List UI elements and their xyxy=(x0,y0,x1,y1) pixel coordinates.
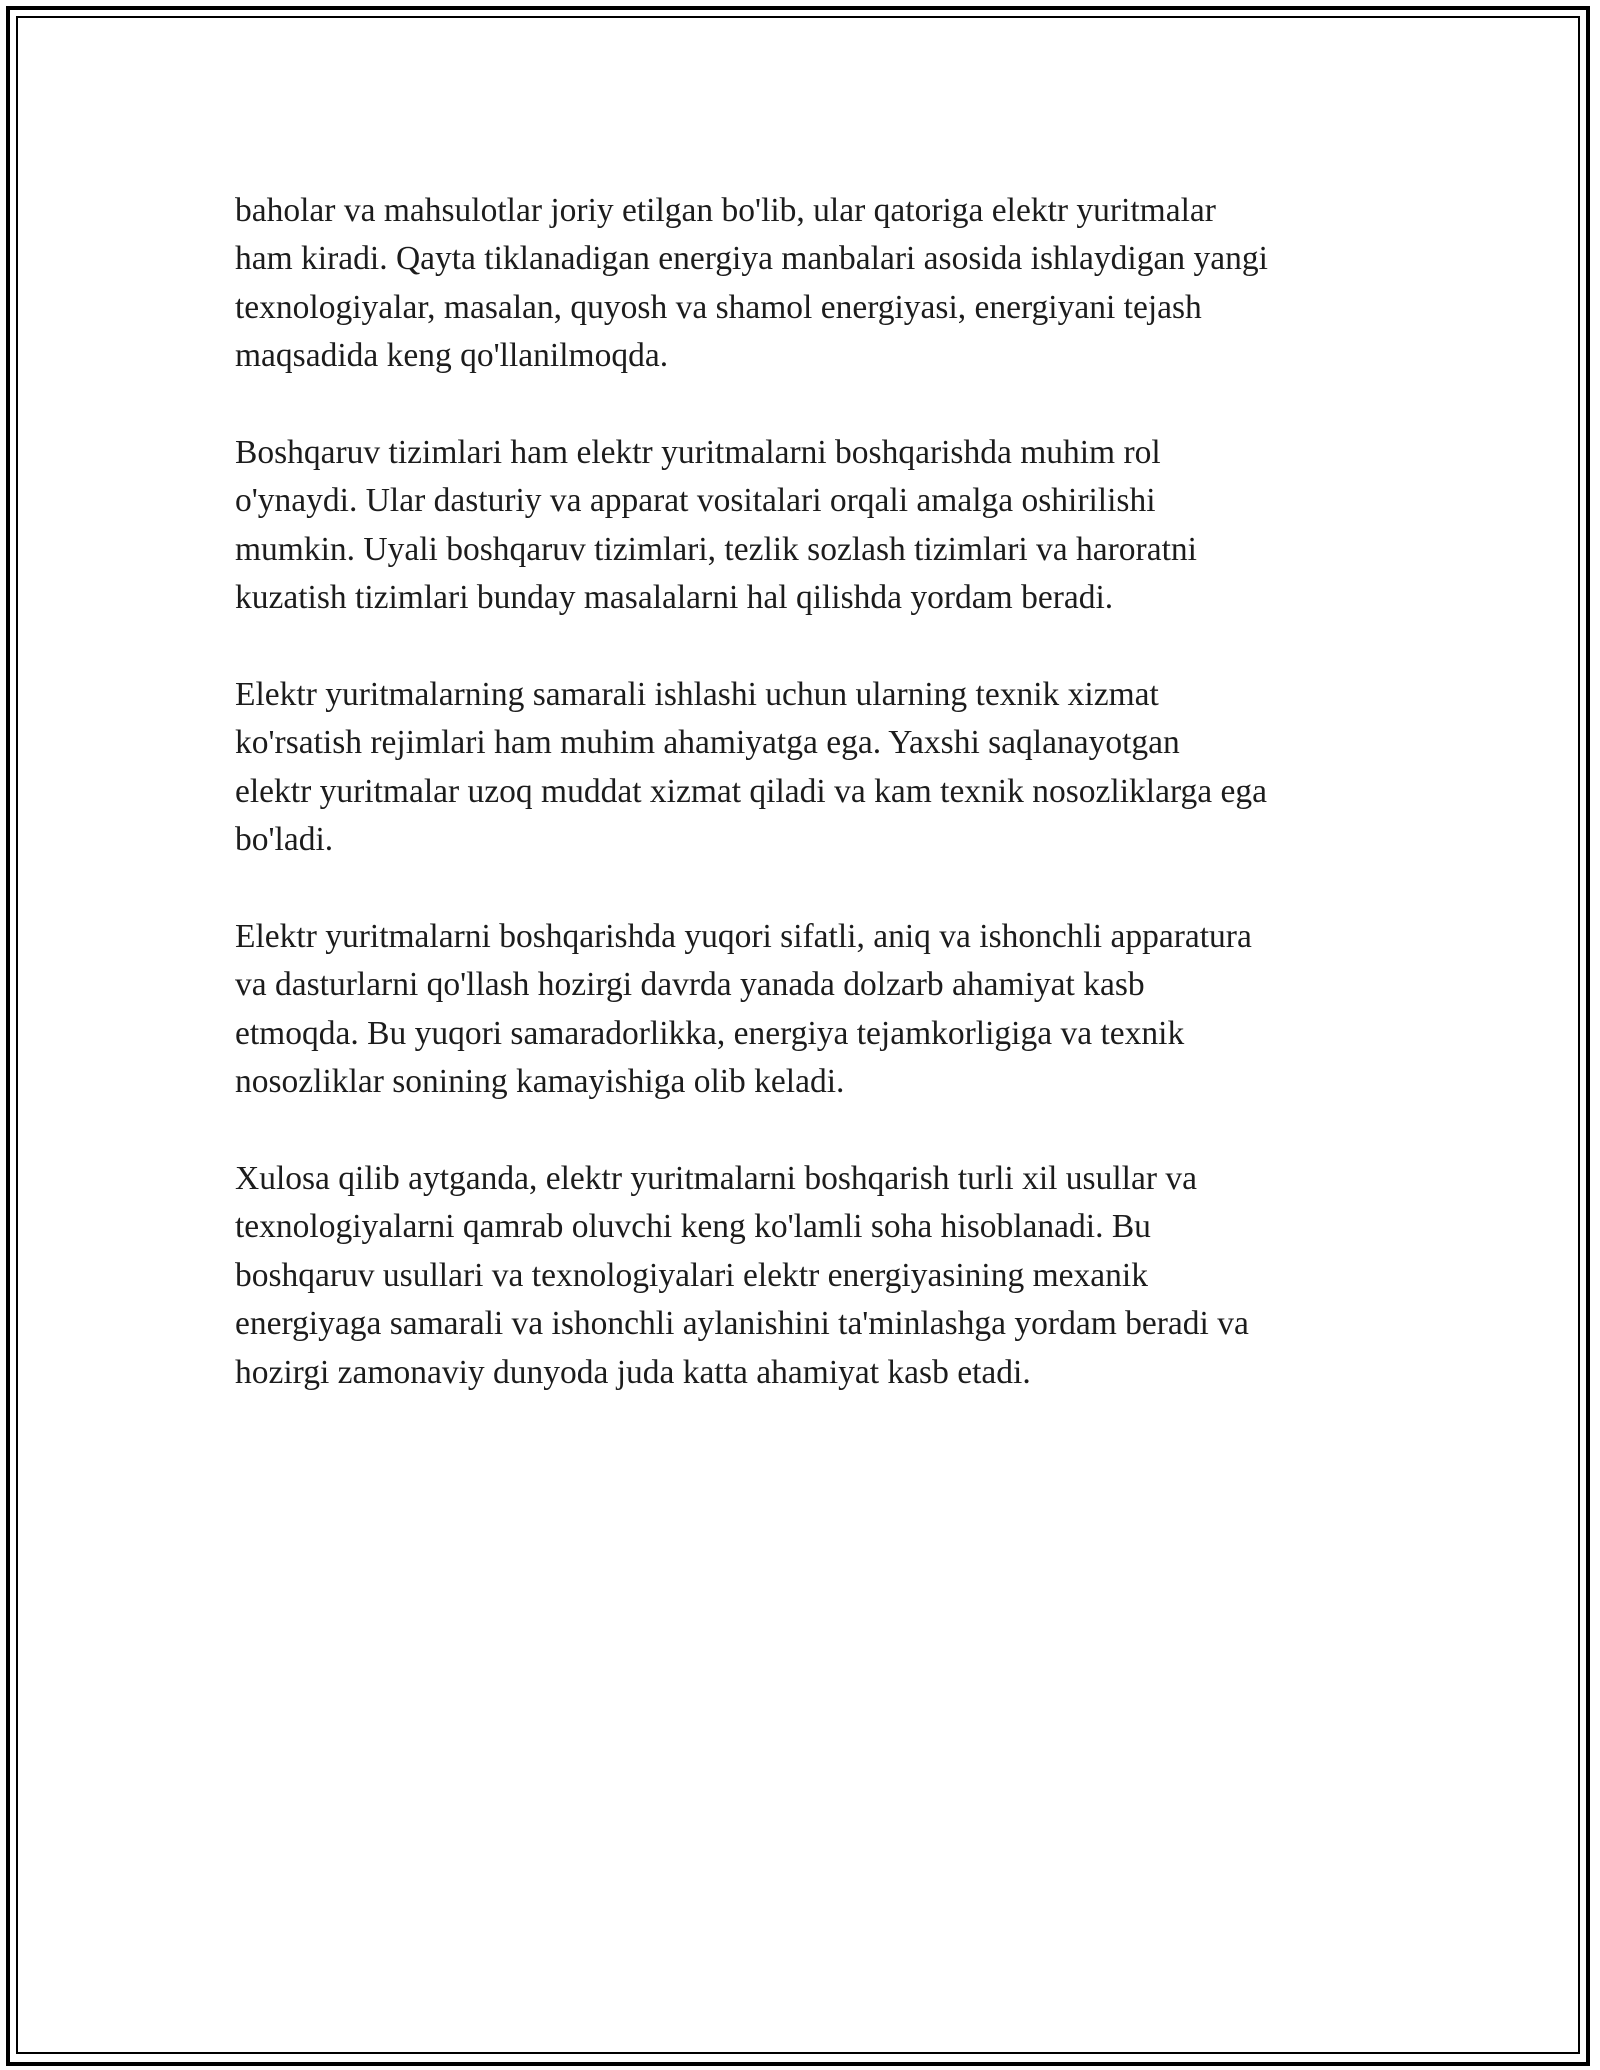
paragraph: Boshqaruv tizimlari ham elektr yuritmalarni boshqarishda muhim rol o'ynaydi. Ular dasturiy va apparat vositalari orqali amalga oshirilishi mumkin. Uyali boshqaruv tizimlari, tezlik sozlash tizimlari va haroratni kuzatish tizimlari bunday masalalarni hal qilishda yordam beradi. xyxy=(235,434,1197,617)
paragraph: Xulosa qilib aytganda, elektr yuritmalarni boshqarish turli xil usullar va texnologiyalarni qamrab oluvchi keng ko'lamli soha hisoblanadi. Bu boshqaruv usullari va texnologiyalari elektr energiyasining mexanik energiyaga samarali va ishonchli aylanishini ta'minlashga yordam beradi va hozirgi zamonaviy dunyoda juda katta ahamiyat kasb etadi. xyxy=(235,1160,1249,1391)
document-body xyxy=(235,187,1375,1445)
paragraph: Elektr yuritmalarning samarali ishlashi uchun ularning texnik xizmat ko'rsatish rejimlari ham muhim ahamiyatga ega. Yaxshi saqlanayotgan elektr yuritmalar uzoq muddat xizmat qiladi va kam texnik nosozliklarga ega bo'ladi. xyxy=(235,676,1267,859)
paragraph: baholar va mahsulotlar joriy etilgan bo'lib, ular qatoriga elektr yuritmalar ham kiradi. Qayta tiklanadigan energiya manbalari asosida ishlaydigan yangi texnologiyalar, masalan, quyosh va shamol energiyasi, energiyani tejash maqsadida keng qo'llanilmoqda. xyxy=(235,192,1268,375)
paragraph: Elektr yuritmalarni boshqarishda yuqori sifatli, aniq va ishonchli apparatura va dasturlarni qo'llash hozirgi davrda yanada dolzarb ahamiyat kasb etmoqda. Bu yuqori samaradorlikka, energiya tejamkorligiga va texnik nosozliklar sonining kamayishiga olib keladi. xyxy=(235,918,1252,1101)
